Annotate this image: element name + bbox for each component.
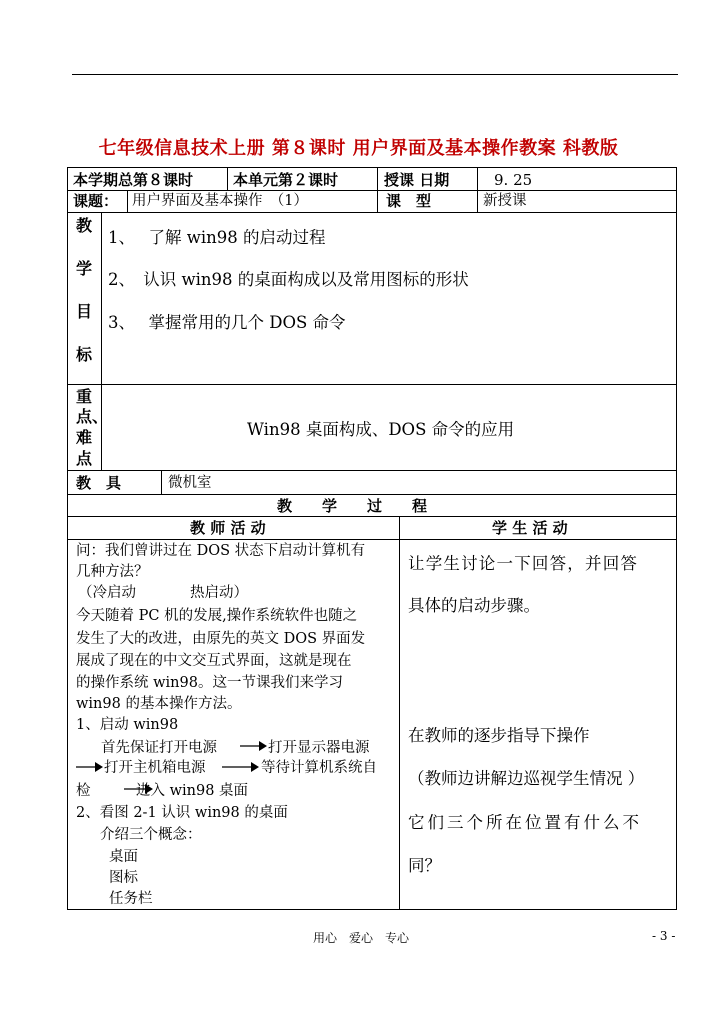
student-line: 让学生讨论一下回答，并回答 [408, 554, 639, 573]
student-line: 具体的启动步骤。 [408, 596, 540, 615]
teacher-line: 1、启动 win98 [76, 717, 179, 733]
teacher-line: 进入 win98 桌面 [136, 783, 249, 799]
arrow-right-icon [76, 760, 104, 774]
teacher-line: 今天随着 PC 机的发展,操作系统软件也随之 [76, 608, 358, 624]
keypoints-text: Win98 桌面构成、DOS 命令的应用 [247, 420, 515, 439]
teacher-line: 热启动） [190, 585, 248, 601]
goals-label-1: 教 [76, 216, 93, 235]
process-heading: 教 学 过 程 [277, 497, 428, 515]
goal-item-2: 2、 认识 win98 的桌面构成以及常用图标的形状 [108, 270, 469, 289]
student-line: （教师边讲解边巡视学生情况 ） [408, 769, 645, 788]
keypoints-label-3: 难 [76, 428, 93, 447]
keypoints-label-4: 点 [76, 449, 93, 468]
student-line: 在教师的逐步指导下操作 [408, 726, 590, 745]
tools-value: 微机室 [168, 475, 212, 491]
lesson-type-label: 课 型 [386, 192, 432, 210]
teacher-line: 展成了现在的中文交互式界面，这就是现在 [76, 653, 352, 669]
concept-item: 图标 [109, 870, 138, 886]
term-total-lessons: 本学期总第８课时 [73, 171, 194, 189]
goal-item-1: 1、 了解 win98 的启动过程 [108, 228, 326, 247]
concept-item: 任务栏 [109, 891, 153, 907]
keypoints-label-2: 点、 [76, 407, 109, 426]
goals-label-2: 学 [76, 259, 93, 278]
unit-total-lessons: 本单元第２课时 [233, 171, 339, 189]
header-rule [72, 74, 678, 75]
teacher-line: 打开显示器电源 [268, 740, 370, 756]
teacher-line: 发生了大的改进，由原先的英文 DOS 界面发 [76, 631, 366, 647]
tools-label: 教 具 [76, 474, 122, 492]
date-value: 9. 25 [494, 171, 533, 189]
arrow-right-icon [240, 739, 268, 753]
page-number: - 3 - [652, 929, 676, 943]
topic-label: 课题： [73, 192, 119, 210]
lesson-type-value: 新授课 [483, 193, 527, 209]
goals-label-3: 目 [76, 302, 93, 321]
footer-motto: 用心 爱心 专心 [313, 931, 410, 945]
date-label: 授课 日期 [384, 171, 450, 189]
keypoints-label-1: 重 [76, 387, 93, 406]
concept-item: 桌面 [109, 849, 138, 865]
teacher-line: 2、看图 2-1 认识 win98 的桌面 [76, 805, 288, 821]
goal-item-3: 3、 掌握常用的几个 DOS 命令 [108, 313, 346, 332]
teacher-line: 问：我们曾讲过在 DOS 状态下启动计算机有 [76, 543, 366, 559]
teacher-line: 几种方法？ [76, 564, 149, 580]
topic-value: 用户界面及基本操作 （1） [132, 193, 308, 209]
teacher-line: 的操作系统 win98。这一节课我们来学习 [76, 675, 343, 691]
teacher-line: 介绍三个概念： [100, 827, 202, 843]
arrow-right-icon [222, 760, 260, 774]
goals-label-4: 标 [76, 345, 93, 364]
teacher-line: 打开主机箱电源 [104, 760, 206, 776]
teacher-line: （冷启动 [78, 585, 136, 601]
student-line: 它们三个所在位置有什么不 [408, 813, 642, 832]
student-activity-heading: 学 生 活 动 [492, 519, 568, 537]
teacher-line: 检 [76, 783, 91, 799]
teacher-line: 等待计算机系统自 [261, 760, 377, 776]
teacher-line: 首先保证打开电源 [101, 740, 217, 756]
teacher-line: win98 的基本操作方法。 [76, 696, 242, 712]
student-line: 同？ [408, 856, 441, 875]
document-title: 七年级信息技术上册 第８课时 用户界面及基本操作教案 科教版 [98, 138, 619, 159]
teacher-activity-heading: 教 师 活 动 [190, 519, 266, 537]
